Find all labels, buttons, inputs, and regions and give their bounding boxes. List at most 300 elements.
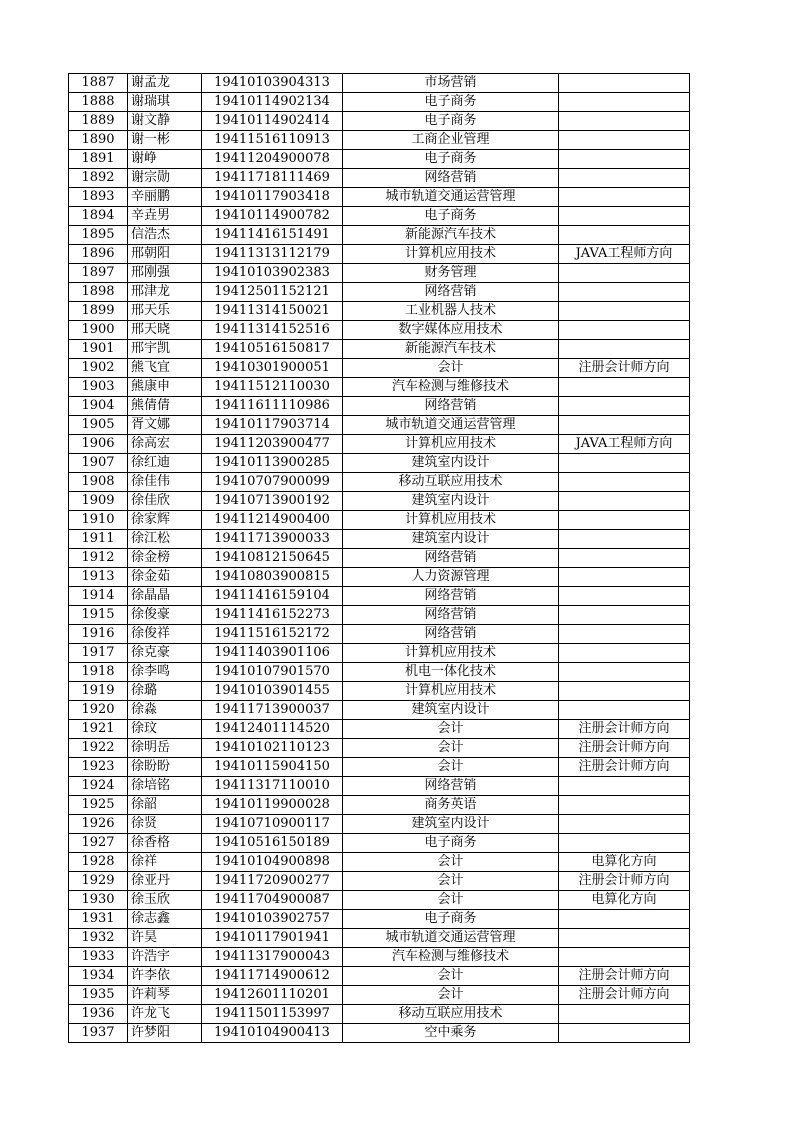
student-name-cell: 谢一彬 xyxy=(128,131,202,150)
table-row xyxy=(69,625,690,644)
student-name-cell: 信浩杰 xyxy=(128,226,202,245)
major-cell: 网络营销 xyxy=(343,397,559,416)
student-name-cell: 徐李鸣 xyxy=(128,663,202,682)
row-number-cell: 1935 xyxy=(69,986,128,1005)
table-row xyxy=(69,872,690,891)
row-number-cell: 1908 xyxy=(69,473,128,492)
major-cell: 电子商务 xyxy=(343,93,559,112)
major-cell: 建筑室内设计 xyxy=(343,454,559,473)
major-cell: 工商企业管理 xyxy=(343,131,559,150)
major-cell: 网络营销 xyxy=(343,587,559,606)
student-name-cell: 邢朝阳 xyxy=(128,245,202,264)
student-name-cell: 辛丽鹏 xyxy=(128,188,202,207)
student-name-cell: 徐江松 xyxy=(128,530,202,549)
row-number-cell: 1933 xyxy=(69,948,128,967)
row-number-cell: 1888 xyxy=(69,93,128,112)
table-row xyxy=(69,682,690,701)
student-id-cell: 19411203900477 xyxy=(202,435,343,454)
row-number-cell: 1928 xyxy=(69,853,128,872)
table-row xyxy=(69,93,690,112)
student-id-cell: 19411704900087 xyxy=(202,891,343,910)
direction-cell: 电算化方向 xyxy=(559,891,690,910)
student-name-cell: 徐俊豪 xyxy=(128,606,202,625)
direction-cell xyxy=(559,948,690,967)
major-cell: 网络营销 xyxy=(343,549,559,568)
student-name-cell: 徐祥 xyxy=(128,853,202,872)
major-cell: 计算机应用技术 xyxy=(343,682,559,701)
major-cell: 会计 xyxy=(343,872,559,891)
direction-cell xyxy=(559,93,690,112)
table-row xyxy=(69,568,690,587)
direction-cell xyxy=(559,663,690,682)
student-name-cell: 许浩宇 xyxy=(128,948,202,967)
row-number-cell: 1920 xyxy=(69,701,128,720)
row-number-cell: 1925 xyxy=(69,796,128,815)
student-name-cell: 徐盼盼 xyxy=(128,758,202,777)
row-number-cell: 1919 xyxy=(69,682,128,701)
student-id-cell: 19410115904150 xyxy=(202,758,343,777)
direction-cell: JAVA工程师方向 xyxy=(559,435,690,454)
row-number-cell: 1937 xyxy=(69,1024,128,1043)
direction-cell xyxy=(559,1024,690,1043)
table-row xyxy=(69,454,690,473)
table-row xyxy=(69,150,690,169)
student-id-cell: 19411501153997 xyxy=(202,1005,343,1024)
major-cell: 城市轨道交通运营管理 xyxy=(343,929,559,948)
row-number-cell: 1921 xyxy=(69,720,128,739)
table-row xyxy=(69,948,690,967)
major-cell: 会计 xyxy=(343,967,559,986)
table-row xyxy=(69,910,690,929)
student-id-cell: 19410119900028 xyxy=(202,796,343,815)
row-number-cell: 1893 xyxy=(69,188,128,207)
direction-cell xyxy=(559,321,690,340)
major-cell: 移动互联应用技术 xyxy=(343,1005,559,1024)
student-id-cell: 19411611110986 xyxy=(202,397,343,416)
direction-cell xyxy=(559,606,690,625)
major-cell: 市场营销 xyxy=(343,74,559,93)
row-number-cell: 1911 xyxy=(69,530,128,549)
direction-cell xyxy=(559,796,690,815)
student-id-cell: 19410104900898 xyxy=(202,853,343,872)
table-row xyxy=(69,720,690,739)
student-name-cell: 熊倩倩 xyxy=(128,397,202,416)
major-cell: 财务管理 xyxy=(343,264,559,283)
student-id-cell: 19410713900192 xyxy=(202,492,343,511)
table-row xyxy=(69,397,690,416)
student-id-cell: 19410803900815 xyxy=(202,568,343,587)
row-number-cell: 1889 xyxy=(69,112,128,131)
table-row xyxy=(69,701,690,720)
direction-cell xyxy=(559,1005,690,1024)
direction-cell xyxy=(559,473,690,492)
table-row xyxy=(69,530,690,549)
direction-cell: 注册会计师方向 xyxy=(559,986,690,1005)
direction-cell xyxy=(559,378,690,397)
major-cell: 空中乘务 xyxy=(343,1024,559,1043)
row-number-cell: 1887 xyxy=(69,74,128,93)
row-number-cell: 1895 xyxy=(69,226,128,245)
student-id-cell: 19411317110010 xyxy=(202,777,343,796)
direction-cell xyxy=(559,226,690,245)
direction-cell xyxy=(559,283,690,302)
direction-cell xyxy=(559,625,690,644)
student-id-cell: 19411416152273 xyxy=(202,606,343,625)
student-id-cell: 19411317900043 xyxy=(202,948,343,967)
major-cell: 电子商务 xyxy=(343,150,559,169)
row-number-cell: 1910 xyxy=(69,511,128,530)
major-cell: 计算机应用技术 xyxy=(343,511,559,530)
table-row xyxy=(69,473,690,492)
table-row xyxy=(69,131,690,150)
direction-cell xyxy=(559,397,690,416)
student-id-cell: 19410107901570 xyxy=(202,663,343,682)
row-number-cell: 1924 xyxy=(69,777,128,796)
student-id-cell: 19410117903418 xyxy=(202,188,343,207)
row-number-cell: 1902 xyxy=(69,359,128,378)
student-id-cell: 19411204900078 xyxy=(202,150,343,169)
table-row xyxy=(69,245,690,264)
student-name-cell: 徐明岳 xyxy=(128,739,202,758)
major-cell: 网络营销 xyxy=(343,283,559,302)
row-number-cell: 1892 xyxy=(69,169,128,188)
row-number-cell: 1906 xyxy=(69,435,128,454)
table-row xyxy=(69,188,690,207)
student-id-cell: 19410104900413 xyxy=(202,1024,343,1043)
student-name-cell: 徐金榜 xyxy=(128,549,202,568)
table-row xyxy=(69,169,690,188)
table-row xyxy=(69,302,690,321)
row-number-cell: 1914 xyxy=(69,587,128,606)
major-cell: 会计 xyxy=(343,739,559,758)
row-number-cell: 1930 xyxy=(69,891,128,910)
direction-cell xyxy=(559,416,690,435)
student-id-cell: 19411313112179 xyxy=(202,245,343,264)
table-row xyxy=(69,834,690,853)
row-number-cell: 1916 xyxy=(69,625,128,644)
row-number-cell: 1891 xyxy=(69,150,128,169)
row-number-cell: 1905 xyxy=(69,416,128,435)
direction-cell xyxy=(559,302,690,321)
major-cell: 会计 xyxy=(343,986,559,1005)
table-row xyxy=(69,321,690,340)
row-number-cell: 1926 xyxy=(69,815,128,834)
table-row xyxy=(69,359,690,378)
student-id-cell: 19411713900033 xyxy=(202,530,343,549)
row-number-cell: 1929 xyxy=(69,872,128,891)
direction-cell xyxy=(559,929,690,948)
student-name-cell: 邢刚强 xyxy=(128,264,202,283)
row-number-cell: 1900 xyxy=(69,321,128,340)
row-number-cell: 1913 xyxy=(69,568,128,587)
direction-cell: 注册会计师方向 xyxy=(559,967,690,986)
student-name-cell: 徐佳伟 xyxy=(128,473,202,492)
student-id-cell: 19412401114520 xyxy=(202,720,343,739)
student-name-cell: 谢瑞琪 xyxy=(128,93,202,112)
student-id-cell: 19411416159104 xyxy=(202,587,343,606)
student-id-cell: 19411516152172 xyxy=(202,625,343,644)
row-number-cell: 1918 xyxy=(69,663,128,682)
student-name-cell: 徐培铭 xyxy=(128,777,202,796)
major-cell: 机电一体化技术 xyxy=(343,663,559,682)
row-number-cell: 1903 xyxy=(69,378,128,397)
direction-cell xyxy=(559,834,690,853)
major-cell: 建筑室内设计 xyxy=(343,815,559,834)
major-cell: 移动互联应用技术 xyxy=(343,473,559,492)
student-id-cell: 19411314152516 xyxy=(202,321,343,340)
student-id-cell: 19410516150189 xyxy=(202,834,343,853)
student-name-cell: 徐家辉 xyxy=(128,511,202,530)
student-id-cell: 19410114902414 xyxy=(202,112,343,131)
major-cell: 汽车检测与维修技术 xyxy=(343,948,559,967)
student-name-cell: 徐香格 xyxy=(128,834,202,853)
student-id-cell: 19410710900117 xyxy=(202,815,343,834)
major-cell: 会计 xyxy=(343,758,559,777)
direction-cell: 电算化方向 xyxy=(559,853,690,872)
student-id-cell: 19411314150021 xyxy=(202,302,343,321)
row-number-cell: 1922 xyxy=(69,739,128,758)
student-id-cell: 19410102110123 xyxy=(202,739,343,758)
table-row xyxy=(69,815,690,834)
table-row xyxy=(69,264,690,283)
direction-cell xyxy=(559,207,690,226)
row-number-cell: 1904 xyxy=(69,397,128,416)
table-row xyxy=(69,74,690,93)
student-id-cell: 19411512110030 xyxy=(202,378,343,397)
row-number-cell: 1896 xyxy=(69,245,128,264)
student-name-cell: 邢宇凯 xyxy=(128,340,202,359)
student-id-cell: 19411718111469 xyxy=(202,169,343,188)
major-cell: 电子商务 xyxy=(343,207,559,226)
student-id-cell: 19411714900612 xyxy=(202,967,343,986)
major-cell: 网络营销 xyxy=(343,169,559,188)
student-name-cell: 邢天晓 xyxy=(128,321,202,340)
table-row xyxy=(69,226,690,245)
direction-cell xyxy=(559,815,690,834)
student-id-cell: 19411720900277 xyxy=(202,872,343,891)
direction-cell: 注册会计师方向 xyxy=(559,720,690,739)
student-id-cell: 19412501152121 xyxy=(202,283,343,302)
student-name-cell: 徐淼 xyxy=(128,701,202,720)
student-id-cell: 19411403901106 xyxy=(202,644,343,663)
row-number-cell: 1909 xyxy=(69,492,128,511)
table-row xyxy=(69,853,690,872)
major-cell: 城市轨道交通运营管理 xyxy=(343,188,559,207)
major-cell: 会计 xyxy=(343,891,559,910)
student-name-cell: 徐璐 xyxy=(128,682,202,701)
row-number-cell: 1934 xyxy=(69,967,128,986)
table-row xyxy=(69,644,690,663)
student-name-cell: 许昊 xyxy=(128,929,202,948)
major-cell: 网络营销 xyxy=(343,625,559,644)
direction-cell xyxy=(559,492,690,511)
row-number-cell: 1912 xyxy=(69,549,128,568)
row-number-cell: 1932 xyxy=(69,929,128,948)
direction-cell xyxy=(559,682,690,701)
major-cell: 新能源汽车技术 xyxy=(343,340,559,359)
major-cell: 电子商务 xyxy=(343,834,559,853)
student-id-cell: 19410103904313 xyxy=(202,74,343,93)
direction-cell: JAVA工程师方向 xyxy=(559,245,690,264)
table-row xyxy=(69,340,690,359)
student-name-cell: 谢孟龙 xyxy=(128,74,202,93)
direction-cell xyxy=(559,112,690,131)
student-id-cell: 19410103902757 xyxy=(202,910,343,929)
row-number-cell: 1901 xyxy=(69,340,128,359)
student-name-cell: 辛垚男 xyxy=(128,207,202,226)
row-number-cell: 1927 xyxy=(69,834,128,853)
student-name-cell: 熊康申 xyxy=(128,378,202,397)
table-row xyxy=(69,739,690,758)
major-cell: 会计 xyxy=(343,359,559,378)
student-name-cell: 邢天乐 xyxy=(128,302,202,321)
direction-cell: 注册会计师方向 xyxy=(559,758,690,777)
major-cell: 数字媒体应用技术 xyxy=(343,321,559,340)
student-name-cell: 徐玟 xyxy=(128,720,202,739)
table-row xyxy=(69,587,690,606)
student-id-cell: 19410707900099 xyxy=(202,473,343,492)
direction-cell xyxy=(559,131,690,150)
major-cell: 人力资源管理 xyxy=(343,568,559,587)
row-number-cell: 1915 xyxy=(69,606,128,625)
major-cell: 计算机应用技术 xyxy=(343,644,559,663)
student-name-cell: 徐克豪 xyxy=(128,644,202,663)
direction-cell xyxy=(559,169,690,188)
major-cell: 计算机应用技术 xyxy=(343,245,559,264)
student-id-cell: 19410114902134 xyxy=(202,93,343,112)
row-number-cell: 1890 xyxy=(69,131,128,150)
direction-cell xyxy=(559,777,690,796)
student-name-cell: 徐韶 xyxy=(128,796,202,815)
student-id-cell: 19412601110201 xyxy=(202,986,343,1005)
row-number-cell: 1936 xyxy=(69,1005,128,1024)
direction-cell xyxy=(559,549,690,568)
student-name-cell: 徐亚丹 xyxy=(128,872,202,891)
student-name-cell: 徐红迪 xyxy=(128,454,202,473)
major-cell: 建筑室内设计 xyxy=(343,492,559,511)
direction-cell xyxy=(559,530,690,549)
row-number-cell: 1907 xyxy=(69,454,128,473)
student-name-cell: 徐佳欣 xyxy=(128,492,202,511)
direction-cell xyxy=(559,340,690,359)
student-table xyxy=(68,73,690,1043)
table-row xyxy=(69,283,690,302)
row-number-cell: 1897 xyxy=(69,264,128,283)
student-id-cell: 19411713900037 xyxy=(202,701,343,720)
student-name-cell: 谢文静 xyxy=(128,112,202,131)
row-number-cell: 1931 xyxy=(69,910,128,929)
table-row xyxy=(69,758,690,777)
student-name-cell: 徐晶晶 xyxy=(128,587,202,606)
table-row xyxy=(69,967,690,986)
direction-cell xyxy=(559,188,690,207)
major-cell: 网络营销 xyxy=(343,777,559,796)
major-cell: 网络营销 xyxy=(343,606,559,625)
table-row xyxy=(69,511,690,530)
table-row xyxy=(69,207,690,226)
student-name-cell: 谢峥 xyxy=(128,150,202,169)
table-row xyxy=(69,112,690,131)
direction-cell xyxy=(559,74,690,93)
student-id-cell: 19410812150645 xyxy=(202,549,343,568)
major-cell: 建筑室内设计 xyxy=(343,701,559,720)
student-id-cell: 19410114900782 xyxy=(202,207,343,226)
student-name-cell: 邢津龙 xyxy=(128,283,202,302)
table-row xyxy=(69,378,690,397)
row-number-cell: 1917 xyxy=(69,644,128,663)
direction-cell xyxy=(559,264,690,283)
table-row xyxy=(69,986,690,1005)
direction-cell xyxy=(559,511,690,530)
row-number-cell: 1899 xyxy=(69,302,128,321)
student-name-cell: 徐玉欣 xyxy=(128,891,202,910)
major-cell: 新能源汽车技术 xyxy=(343,226,559,245)
direction-cell: 注册会计师方向 xyxy=(559,872,690,891)
student-id-cell: 19410113900285 xyxy=(202,454,343,473)
student-name-cell: 徐志鑫 xyxy=(128,910,202,929)
student-table-body xyxy=(69,74,690,1043)
student-name-cell: 徐贤 xyxy=(128,815,202,834)
student-id-cell: 19410301900051 xyxy=(202,359,343,378)
major-cell: 建筑室内设计 xyxy=(343,530,559,549)
direction-cell: 注册会计师方向 xyxy=(559,739,690,758)
major-cell: 计算机应用技术 xyxy=(343,435,559,454)
major-cell: 会计 xyxy=(343,720,559,739)
student-id-cell: 19410103901455 xyxy=(202,682,343,701)
table-row xyxy=(69,549,690,568)
student-name-cell: 徐金茹 xyxy=(128,568,202,587)
student-id-cell: 19411516110913 xyxy=(202,131,343,150)
direction-cell xyxy=(559,910,690,929)
major-cell: 商务英语 xyxy=(343,796,559,815)
direction-cell xyxy=(559,568,690,587)
student-name-cell: 徐俊祥 xyxy=(128,625,202,644)
table-row xyxy=(69,891,690,910)
table-row xyxy=(69,663,690,682)
student-id-cell: 19410117903714 xyxy=(202,416,343,435)
table-row xyxy=(69,929,690,948)
student-id-cell: 19410103902383 xyxy=(202,264,343,283)
table-row xyxy=(69,777,690,796)
major-cell: 汽车检测与维修技术 xyxy=(343,378,559,397)
student-name-cell: 徐高宏 xyxy=(128,435,202,454)
student-name-cell: 许莉琴 xyxy=(128,986,202,1005)
direction-cell xyxy=(559,644,690,663)
major-cell: 城市轨道交通运营管理 xyxy=(343,416,559,435)
student-name-cell: 谢宗勋 xyxy=(128,169,202,188)
direction-cell xyxy=(559,150,690,169)
major-cell: 会计 xyxy=(343,853,559,872)
student-name-cell: 许梦阳 xyxy=(128,1024,202,1043)
table-row xyxy=(69,435,690,454)
table-row xyxy=(69,492,690,511)
direction-cell: 注册会计师方向 xyxy=(559,359,690,378)
direction-cell xyxy=(559,587,690,606)
major-cell: 电子商务 xyxy=(343,112,559,131)
student-id-cell: 19410117901941 xyxy=(202,929,343,948)
student-id-cell: 19411214900400 xyxy=(202,511,343,530)
row-number-cell: 1894 xyxy=(69,207,128,226)
major-cell: 工业机器人技术 xyxy=(343,302,559,321)
student-name-cell: 胥文娜 xyxy=(128,416,202,435)
table-row xyxy=(69,1024,690,1043)
table-row xyxy=(69,1005,690,1024)
table-row xyxy=(69,606,690,625)
major-cell: 电子商务 xyxy=(343,910,559,929)
student-id-cell: 19410516150817 xyxy=(202,340,343,359)
student-name-cell: 许李依 xyxy=(128,967,202,986)
direction-cell xyxy=(559,701,690,720)
